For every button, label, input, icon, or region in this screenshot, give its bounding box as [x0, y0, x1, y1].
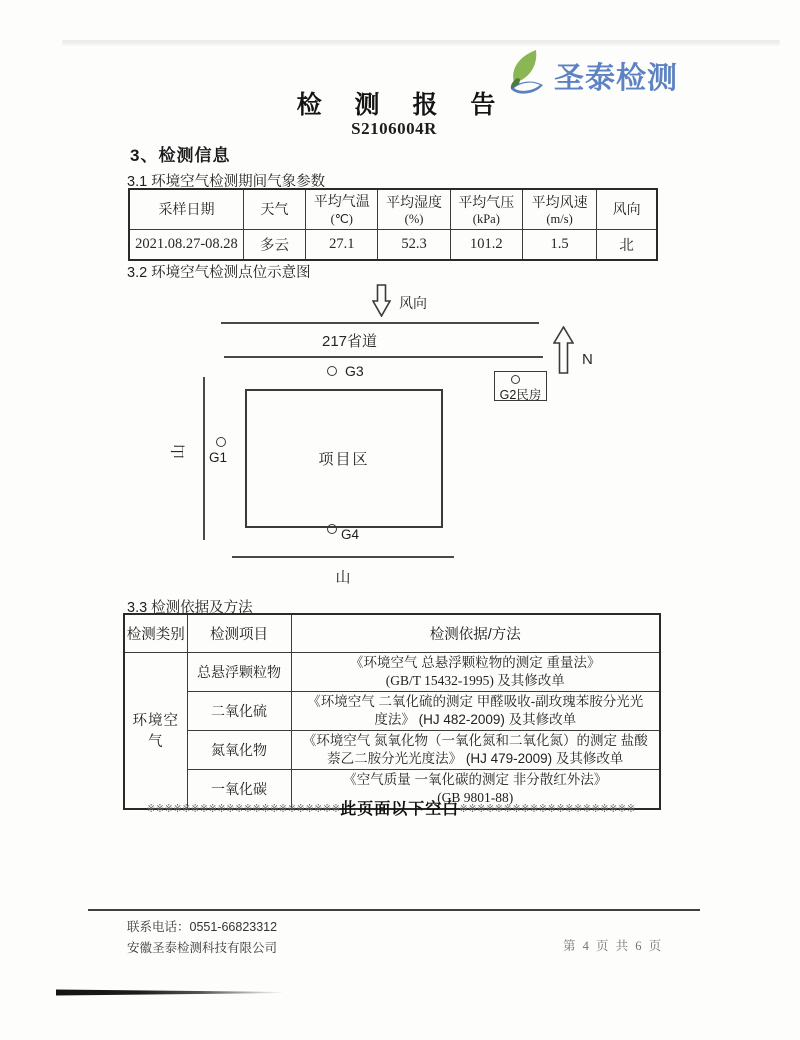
page-title: 检 测 报 告 — [296, 91, 509, 119]
scan-artifact-bottom-edge — [56, 989, 291, 996]
col-header-sampling-date: 采样日期 — [129, 189, 243, 229]
col-header-test-basis: 检测依据/方法 — [291, 614, 660, 652]
mountain-left-label: 山 — [170, 443, 188, 460]
col-header-wind-direction: 风向 — [597, 189, 657, 229]
point-g4-label: G4 — [341, 527, 360, 542]
north-label: N — [582, 351, 593, 368]
cell-method-nox: 《环境空气 氮氧化物（一氧化氮和二氧化氮）的测定 盐酸 萘乙二胺分光光度法》 (HJ 479-2009) 及其修改单 — [291, 730, 660, 769]
cell-avg-temperature: 27.1 — [306, 229, 378, 260]
road-top-line — [221, 322, 539, 324]
footer-contact-phone: 联系电话：0551-66823312 — [127, 920, 278, 934]
methods-row-tsp — [124, 652, 660, 691]
methods-table-header-row — [124, 614, 660, 652]
col-header-test-category: 检测类别 — [124, 614, 187, 652]
blank-below-marker — [118, 796, 664, 819]
road-bottom-line — [224, 356, 543, 358]
project-area-label: 项目区 — [318, 451, 370, 468]
scan-artifact-top-band — [62, 40, 780, 46]
footer-company-name: 安徽圣泰检测科技有限公司 — [127, 941, 278, 955]
col-header-weather: 天气 — [243, 189, 305, 229]
report-number: S2106004R — [351, 119, 437, 138]
point-g2-label: G2民房 — [499, 388, 542, 402]
cell-method-so2: 《环境空气 二氧化硫的测定 甲醛吸收-副玫瑰苯胺分光光 度法》 (HJ 482-2009) 及其修改单 — [291, 691, 660, 730]
road-label: 217省道 — [322, 333, 378, 350]
cell-wind-direction: 北 — [597, 229, 657, 260]
cell-item-so2: 二氧化硫 — [187, 691, 291, 730]
mountain-bottom-label: 山 — [335, 569, 351, 586]
test-methods-table — [123, 613, 661, 810]
blank-below-text: 此页面以下空白 — [340, 801, 460, 818]
point-g1-label: G1 — [209, 450, 228, 465]
col-header-avg-humidity: 平均湿度 (%) — [378, 189, 450, 229]
cell-avg-humidity: 52.3 — [378, 229, 450, 260]
cell-item-tsp: 总悬浮颗粒物 — [187, 652, 291, 691]
section-3-heading: 3、检测信息 — [130, 146, 231, 165]
weather-table-data-row — [129, 229, 657, 260]
cell-sampling-date: 2021.08.27-08.28 — [129, 229, 243, 260]
point-g1-marker — [216, 437, 226, 447]
cell-method-co: 《空气质量 一氧化碳的测定 非分散红外法》 (GB 9801-88) — [291, 769, 660, 809]
col-header-avg-wind-speed: 平均风速 (m/s) — [522, 189, 596, 229]
weather-table-header-row — [129, 189, 657, 229]
cell-item-nox: 氮氧化物 — [187, 730, 291, 769]
section-3-1-heading: 3.1 环境空气检测期间气象参数 — [127, 174, 326, 190]
wind-direction-label: 风向 — [399, 295, 427, 311]
col-header-avg-temperature: 平均气温 (℃) — [306, 189, 378, 229]
weather-parameters-table — [128, 188, 658, 261]
methods-row-so2 — [124, 691, 660, 730]
cell-method-tsp: 《环境空气 总悬浮颗粒物的测定 重量法》 (GB/T 15432-1995) 及其修改单 — [291, 652, 660, 691]
cell-item-co: 一氧化碳 — [187, 769, 291, 809]
footer-page-number: 第 4 页 共 6 页 — [563, 939, 664, 953]
cell-weather: 多云 — [243, 229, 305, 260]
marker-symbols-right: ※※※※※※※※※※※※※※※※※※※※ — [459, 803, 636, 815]
footer-divider-line — [88, 909, 700, 911]
north-arrow-icon — [553, 326, 574, 379]
company-logo-text: 圣泰检测 — [554, 61, 678, 95]
section-3-2-heading: 3.2 环境空气检测点位示意图 — [127, 265, 311, 281]
section-3-3-heading: 3.3 检测依据及方法 — [127, 600, 253, 616]
mountain-left-line — [203, 377, 205, 540]
cell-avg-wind-speed: 1.5 — [522, 229, 596, 260]
methods-row-nox — [124, 730, 660, 769]
mountain-bottom-line — [232, 556, 454, 558]
point-g3-label: G3 — [345, 363, 364, 379]
point-g2-marker — [511, 375, 520, 384]
col-header-test-item: 检测项目 — [187, 614, 291, 652]
wind-direction-arrow-icon — [372, 284, 391, 322]
point-g4-marker — [327, 524, 337, 534]
cell-avg-pressure: 101.2 — [450, 229, 522, 260]
point-g3-marker — [327, 366, 337, 376]
cell-category-ambient-air: 环境空气 — [124, 652, 187, 809]
marker-symbols-left: ※※※※※※※※※※※※※※※※※※※※※※ — [146, 803, 341, 815]
col-header-avg-pressure: 平均气压 (kPa) — [450, 189, 522, 229]
